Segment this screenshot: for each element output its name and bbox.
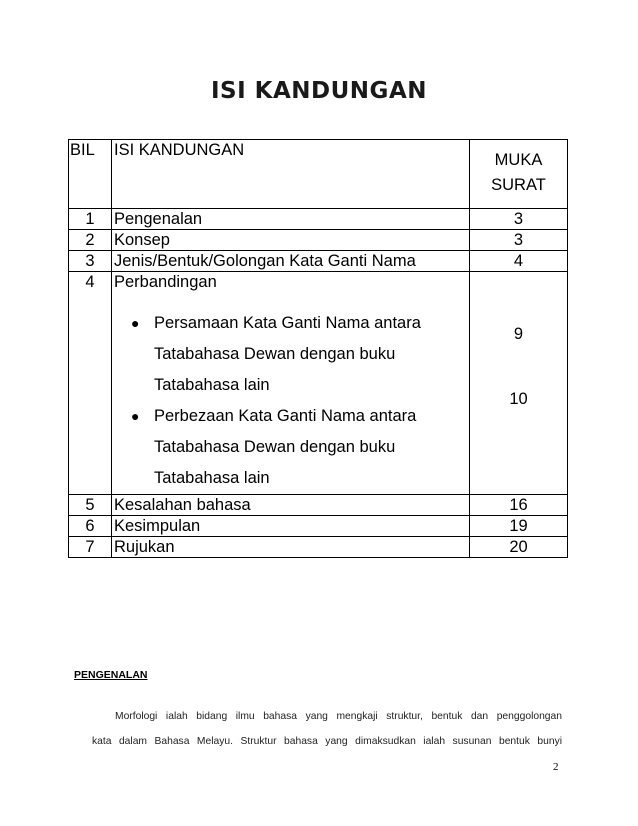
row-label: Jenis/Bentuk/Golongan Kata Ganti Nama <box>112 251 470 272</box>
page-number: 2 <box>553 761 559 773</box>
contents-table <box>68 139 568 558</box>
sub-item <box>114 308 467 401</box>
sub-item-line: Tatabahasa lain <box>154 376 270 394</box>
sub-item-line: Tatabahasa Dewan dengan buku <box>154 345 396 363</box>
row-page: 20 <box>470 537 568 558</box>
table-row <box>69 537 568 558</box>
sub-item <box>114 401 467 494</box>
row-number: 6 <box>69 516 112 537</box>
sub-item-line: Persamaan Kata Ganti Nama antara <box>154 314 421 332</box>
table-row <box>69 495 568 516</box>
row-page: 19 <box>470 516 568 537</box>
bullet-icon: ● <box>131 315 140 331</box>
sub-item-line: Tatabahasa lain <box>154 469 270 487</box>
row-label: Rujukan <box>112 537 470 558</box>
header-isi-kandungan: ISI KANDUNGAN <box>112 140 470 209</box>
row-number: 7 <box>69 537 112 558</box>
sub-item-page: 10 <box>509 390 528 408</box>
table-row <box>69 251 568 272</box>
header-muka-surat <box>470 140 568 209</box>
row-page: 16 <box>470 495 568 516</box>
sub-item-line: Perbezaan Kata Ganti Nama antara <box>154 407 417 425</box>
sub-item-page: 9 <box>513 325 524 343</box>
paragraph-line: Morfologi ialah bidang ilmu bahasa yang mengkaji struktur, bentuk dan penggolongan <box>115 711 562 722</box>
table-row <box>69 209 568 230</box>
row-label: Perbandingan <box>114 273 217 291</box>
bullet-icon: ● <box>131 408 140 424</box>
row-number: 3 <box>69 251 112 272</box>
row-label: Pengenalan <box>112 209 470 230</box>
header-muka: MUKA <box>494 151 543 169</box>
row-number: 1 <box>69 209 112 230</box>
row-page: 3 <box>470 230 568 251</box>
row-label: Konsep <box>112 230 470 251</box>
row-page: 3 <box>470 209 568 230</box>
row-label: Kesalahan bahasa <box>112 495 470 516</box>
row-page: 4 <box>470 251 568 272</box>
row-page-perbandingan <box>470 272 568 495</box>
paragraph-line: kata dalam Bahasa Melayu. Struktur bahasa yang dimaksudkan ialah susunan bentuk bunyi <box>92 736 562 747</box>
sub-list <box>114 308 467 494</box>
table-header-row <box>69 140 568 209</box>
table-row <box>69 516 568 537</box>
row-number: 4 <box>69 272 112 495</box>
row-label: Kesimpulan <box>112 516 470 537</box>
row-number: 5 <box>69 495 112 516</box>
header-bil: BIL <box>69 140 112 209</box>
table-row <box>69 230 568 251</box>
table-row-perbandingan <box>69 272 568 495</box>
row-label-perbandingan <box>112 272 470 495</box>
row-number: 2 <box>69 230 112 251</box>
page-title: ISI KANDUNGAN <box>210 78 427 104</box>
header-surat: SURAT <box>491 176 546 194</box>
section-paragraph <box>74 704 562 754</box>
section-heading: PENGENALAN <box>74 669 148 681</box>
sub-item-line: Tatabahasa Dewan dengan buku <box>154 438 396 456</box>
